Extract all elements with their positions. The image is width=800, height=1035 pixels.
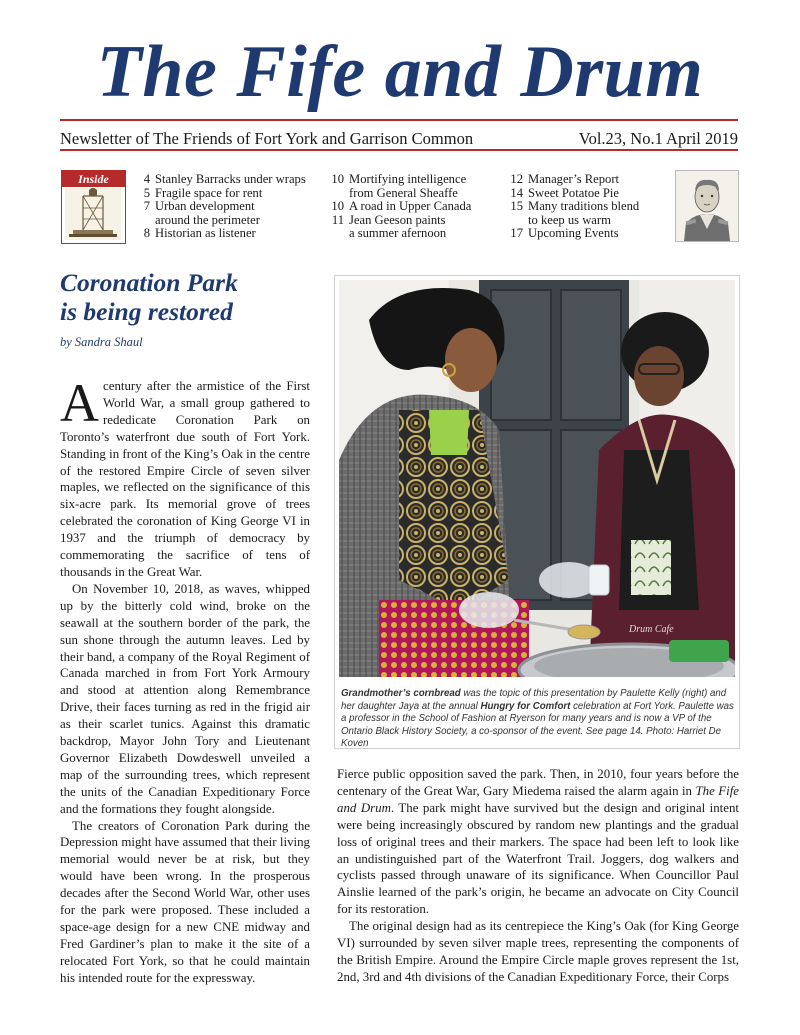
article-column-1 [60, 373, 310, 987]
newsletter-title: The Fife and Drum [96, 31, 704, 113]
drop-cap: A [60, 373, 99, 433]
paragraph: On November 10, 2018, as waves, whipped up by the bitterly cold wind, broke on the seawall at the southern border of the park, the sun shone through the autumn leaves. Led by their band, a company of the Royal Regiment of Canada marched in from Fort York Armoury and stood at attention along Remembrance Drive, their faces turning as red in the frigid air as their scarlet tunics. Against this dramatic backdrop, Mayor John Tory and Lieutenant Governor Elizabeth Dowdeswell unveiled a map of the surrounding trees, which represent the units of the Canadian Expeditionary Force and the formations they fought alongside. [60, 581, 310, 816]
article-headline: Coronation Park is being restored [60, 268, 238, 326]
photo-caption: Grandmother’s cornbread was the topic of this presentation by Paulette Kelly (right) and her daughter Jaya at the annual Hungry for Comfort celebration at Fort York. Paulette was a professor in the School of Fashion at Ryerson for many years and is now a VP of the Ontario Black History Society, a co-sponsor of the event. See page 14. Photo: Harriet De Koven [341, 688, 734, 750]
paragraph: The creators of Coronation Park during the Depression might have assumed that their living memorial would never be at risk, but they would have been wrong. In the prosperous decades after the Second World War, other uses for the park were proposed. These included a space-age design for a new CNE midway and Fred Gardiner’s plan to make it the site of a relocated Fort York, so that he could maintain his intended route for the expressway. [60, 818, 310, 985]
fort-tower-illustration-icon [65, 188, 121, 240]
masthead-rule-bottom [60, 149, 738, 151]
article-column-2 [337, 766, 739, 986]
masthead-subline [60, 129, 738, 149]
apron-text: Drum Cafe [629, 624, 674, 635]
issue-info: Vol.23, No.1 April 2019 [578, 129, 738, 148]
inside-box [61, 170, 126, 244]
masthead-rule-top [60, 119, 738, 121]
inside-label: Inside [62, 171, 125, 187]
general-portrait-engraving-icon [675, 170, 739, 242]
event-photo [339, 280, 735, 677]
paragraph: The original design had as its centrepiece the King’s Oak (for King George VI) surrounded by seven silver maple trees, representing the components of the British Empire. Around the Empire Circle maple groves represent the 1st, 2nd, 3rd and 4th divisions of the Canadian Expeditionary Force, their Corps [337, 919, 739, 984]
newsletter-subtitle: Newsletter of The Friends of Fort York and Garrison Common [60, 129, 474, 148]
paragraph: Fierce public opposition saved the park. Then, in 2010, four years before the centenary of the Great War, Gary Miedema raised the alarm again in The Fife and Drum. The park might have survived but the design and original intent were being increasingly obscured by random new plantings and the gradual loss of original trees and their markers. The space had been left to look like an undistinguished part of the Waterfront Trail. Joggers, dog walkers and cyclists passed through unaware of its significance. When Councillor Paul Ainslie learned of the park’s origin, he became an advocate on City Council for its restoration. [337, 767, 740, 917]
paragraph: Acentury after the armistice of the First World War, a small group gathered to rededicate Coronation Park on Toronto’s waterfront due south of Fort York. Standing in front of the King’s Oak in the centre of the restored Empire Circle of seven silver maples, we reflected on the significance of this six-acre park. Its memorial grove of trees celebrated the coronation of King George VI in 1937 and the triumph of democracy by commemorating the sacrifice of tens of thousands in the Great War. [60, 373, 310, 579]
article-byline: by Sandra Shaul [60, 335, 143, 349]
